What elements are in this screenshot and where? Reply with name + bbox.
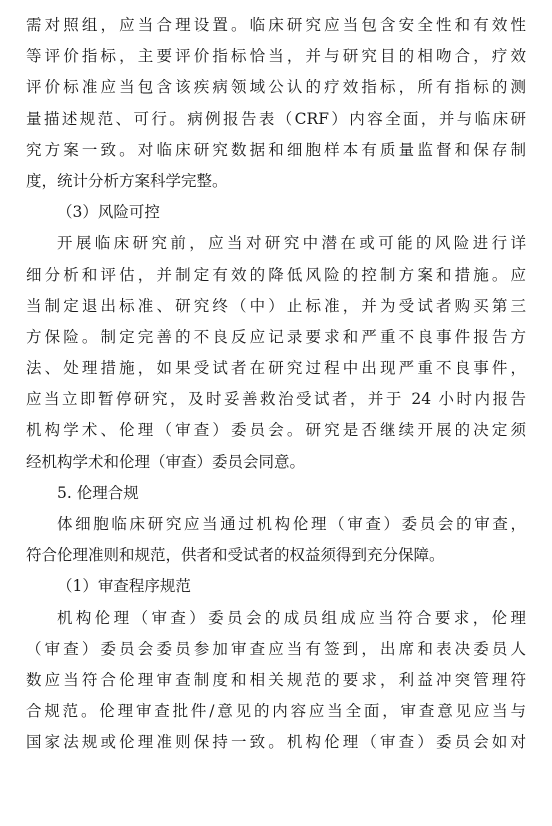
text-line: （审查）委员会委员参加审查应当有签到，出席和表决委员人	[26, 639, 526, 658]
text-line: 符合伦理准则和规范，供者和受试者的权益须得到充分保障。	[26, 546, 445, 565]
text-line: 度，统计分析方案科学完整。	[26, 171, 228, 190]
subheading-review-procedure: （1）审查程序规范	[57, 577, 191, 596]
text-line: 细分析和评估，并制定有效的降低风险的控制方案和措施。应	[26, 265, 526, 284]
text-line: 评价标准应当包含该疾病领域公认的疗效指标，所有指标的测	[26, 78, 526, 97]
text-line: 量描述规范、可行。病例报告表（CRF）内容全面，并与临床研	[26, 109, 526, 128]
section-heading-ethics: 5. 伦理合规	[57, 483, 139, 502]
text-line: 机构学术、伦理（审查）委员会。研究是否继续开展的决定须	[26, 421, 526, 440]
text-line: 体细胞临床研究应当通过机构伦理（审查）委员会的审查，	[57, 515, 526, 533]
text-line: 经机构学术和伦理（审查）委员会同意。	[26, 452, 306, 471]
paragraph-risk	[26, 228, 526, 478]
text-line: 应当立即暂停研究，及时妥善救治受试者，并于 24 小时内报告	[26, 390, 526, 409]
paragraph-continuation	[26, 10, 526, 197]
text-line: 合规范。伦理审查批件/意见的内容应当全面，审查意见应当与	[26, 702, 526, 721]
subheading-risk-control: （3）风险可控	[57, 203, 160, 222]
text-line: 当制定退出标准、研究终（中）止标准，并为受试者购买第三	[26, 296, 526, 315]
paragraph-review-procedure	[26, 603, 526, 759]
text-line: 等评价指标，主要评价指标恰当，并与研究目的相吻合，疗效	[26, 47, 526, 66]
paragraph-ethics-intro	[26, 509, 526, 571]
text-line: 数应当符合伦理审查制度和相关规范的要求，利益冲突管理符	[26, 670, 526, 689]
text-line: 法、处理措施，如果受试者在研究过程中出现严重不良事件，	[26, 359, 526, 378]
text-line: 究方案一致。对临床研究数据和细胞样本有质量监督和保存制	[26, 140, 526, 159]
text-line: 方保险。制定完善的不良反应记录要求和严重不良事件报告方	[26, 327, 526, 346]
text-line: 开展临床研究前，应当对研究中潜在或可能的风险进行详	[57, 234, 526, 253]
text-line: 机构伦理（审查）委员会的成员组成应当符合要求，伦理	[57, 608, 526, 627]
text-line: 国家法规或伦理准则保持一致。机构伦理（审查）委员会如对	[26, 733, 526, 752]
text-line: 需对照组，应当合理设置。临床研究应当包含安全性和有效性	[26, 16, 526, 34]
